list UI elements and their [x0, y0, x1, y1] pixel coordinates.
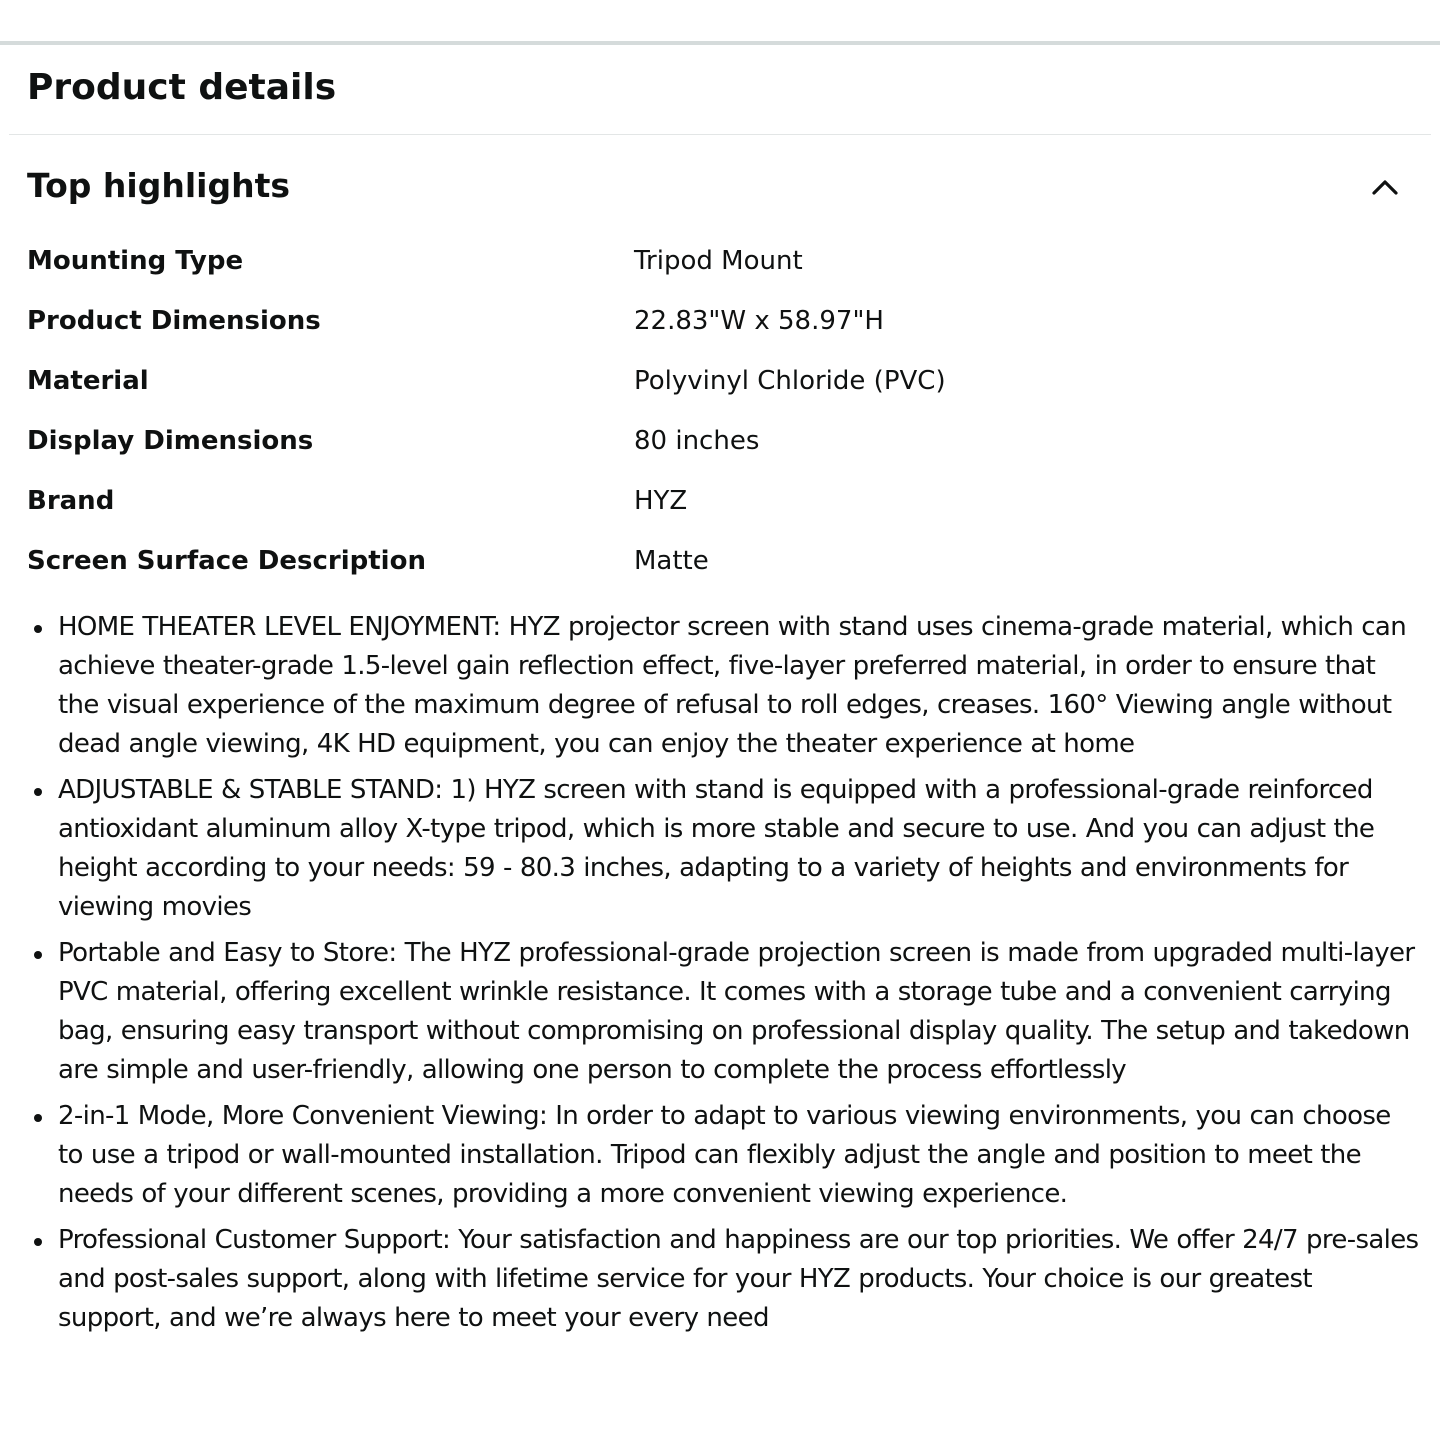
spec-row — [27, 531, 1417, 591]
page-title: Product details — [27, 67, 337, 108]
spec-value: 80 inches — [634, 426, 760, 456]
top-highlights-header[interactable] — [0, 160, 1440, 214]
spec-label: Material — [27, 366, 149, 396]
spec-value: HYZ — [634, 486, 688, 516]
feature-bullet: HOME THEATER LEVEL ENJOYMENT: HYZ projector screen with stand uses cinema-grade material, which can achieve theater-grade 1.5-level gain reflection effect, five-layer preferred material, in order to ensure that the visual experience of the maximum degree of refusal to roll edges, creases. 160° Viewing angle without dead angle viewing, 4K HD equipment, you can enjoy the theater experience at home — [58, 608, 1420, 764]
feature-bullet: ADJUSTABLE & STABLE STAND: 1) HYZ screen with stand is equipped with a professional-grade reinforced antioxidant aluminum alloy X-type tripod, which is more stable and secure to use. And you can adjust the height according to your needs: 59 - 80.3 inches, adapting to a variety of heights and environments for viewing movies — [58, 771, 1420, 927]
chevron-up-icon — [1364, 166, 1406, 200]
specs-table — [27, 231, 1417, 591]
spec-value: Matte — [634, 546, 709, 576]
section-divider — [9, 134, 1431, 135]
spec-row — [27, 231, 1417, 291]
spec-value: Polyvinyl Chloride (PVC) — [634, 366, 946, 396]
spec-row — [27, 411, 1417, 471]
section-title: Top highlights — [27, 166, 290, 205]
spec-label: Brand — [27, 486, 115, 516]
spec-row — [27, 351, 1417, 411]
feature-bullet: Portable and Easy to Store: The HYZ professional-grade projection screen is made from upgraded multi-layer PVC material, offering excellent wrinkle resistance. It comes with a storage tube and a convenient carrying bag, ensuring easy transport without compromising on professional display quality. The setup and takedown are simple and user-friendly, allowing one person to complete the process effortlessly — [58, 934, 1420, 1090]
spec-value: 22.83"W x 58.97"H — [634, 306, 884, 336]
spec-label: Display Dimensions — [27, 426, 314, 456]
feature-bullet: Professional Customer Support: Your satisfaction and happiness are our top priorities. We offer 24/7 pre-sales and post-sales support, along with lifetime service for your HYZ products. Your choice is our greatest support, and we’re always here to meet your every need — [58, 1221, 1420, 1338]
spec-row — [27, 471, 1417, 531]
feature-bullet-list — [58, 608, 1420, 1345]
spec-row — [27, 291, 1417, 351]
collapse-toggle-button[interactable] — [1364, 166, 1406, 200]
spec-label: Product Dimensions — [27, 306, 321, 336]
top-divider — [0, 41, 1440, 45]
spec-label: Mounting Type — [27, 246, 244, 276]
spec-value: Tripod Mount — [634, 246, 803, 276]
feature-bullet: 2-in-1 Mode, More Convenient Viewing: In order to adapt to various viewing environments, you can choose to use a tripod or wall-mounted installation. Tripod can flexibly adjust the angle and position to meet the needs of your different scenes, providing a more convenient viewing experience. — [58, 1097, 1420, 1214]
spec-label: Screen Surface Description — [27, 546, 426, 576]
